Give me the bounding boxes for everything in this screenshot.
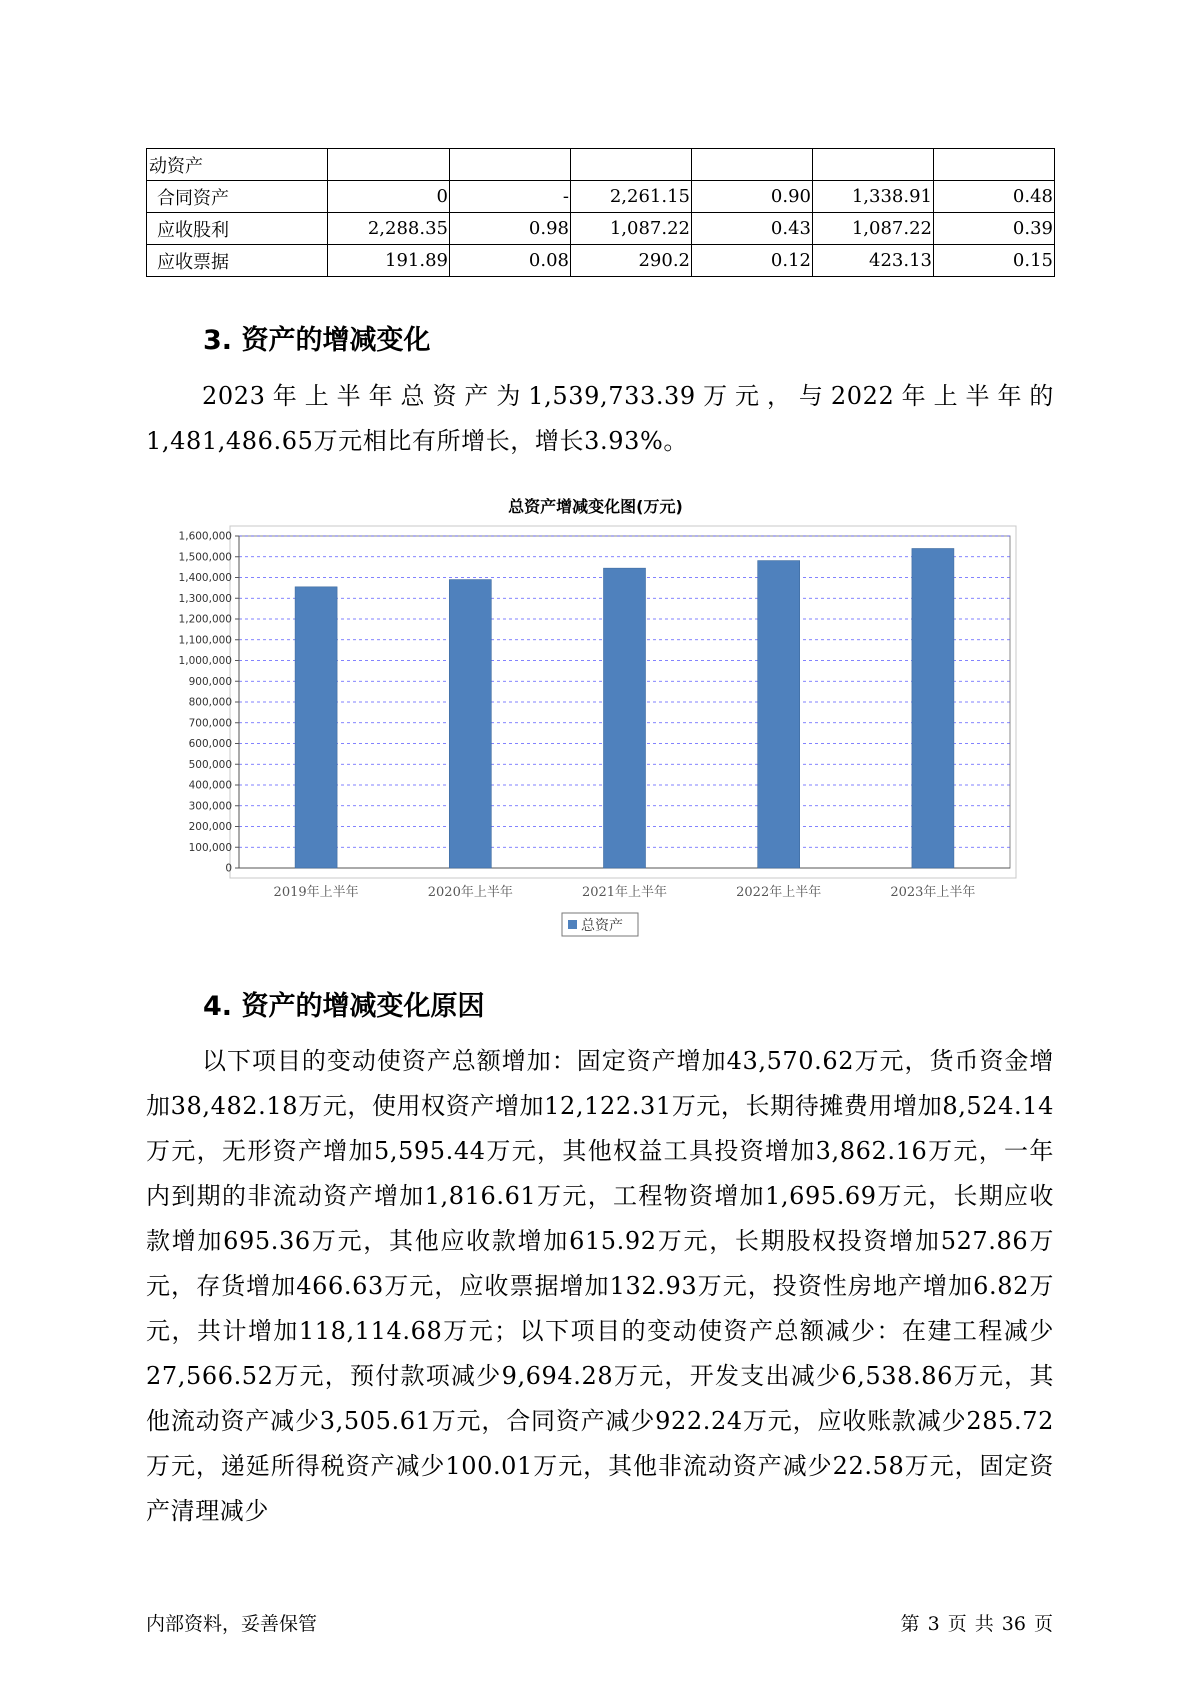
section-3-paragraph: 2023年上半年总资产为1,539,733.39万元，与2022年上半年的1,481,486.65万元相比有所增长，增长3.93%。 — [146, 382, 1054, 455]
table-cell: 423.13 — [813, 245, 934, 277]
table-cell: 2,261.15 — [571, 181, 692, 213]
y-tick-label: 800,000 — [188, 696, 232, 709]
x-tick-label: 2019年上半年 — [273, 885, 359, 900]
x-tick-label: 2020年上半年 — [427, 885, 513, 900]
row-label: 合同资产 — [147, 181, 328, 213]
table-cell: 0.43 — [692, 213, 813, 245]
y-tick-label: 1,200,000 — [178, 613, 232, 626]
bar — [604, 568, 646, 868]
table-cell: 0 — [328, 181, 450, 213]
y-tick-label: 1,000,000 — [178, 655, 232, 667]
y-tick-label: 500,000 — [188, 758, 232, 771]
table-cell: 290.2 — [571, 245, 692, 277]
table-cell: 1,087.22 — [571, 213, 692, 245]
bar — [295, 587, 337, 868]
y-tick-label: 1,600,000 — [178, 530, 232, 543]
y-tick-label: 700,000 — [188, 717, 232, 730]
table-cell: 0.12 — [692, 245, 813, 277]
y-tick-label: 600,000 — [188, 738, 232, 750]
table-cell: 0.15 — [934, 245, 1055, 277]
x-tick-label: 2022年上半年 — [736, 885, 822, 900]
section-3-heading: 3. 资产的增减变化 — [203, 325, 431, 356]
y-tick-label: 1,500,000 — [178, 551, 232, 564]
x-tick-label: 2023年上半年 — [890, 885, 976, 900]
row-label: 动资产 — [147, 149, 328, 181]
y-tick-label: 1,100,000 — [178, 634, 232, 647]
table-cell: 0.48 — [934, 181, 1055, 213]
table-cell: 1,087.22 — [813, 213, 934, 245]
y-tick-label: 300,000 — [188, 800, 232, 813]
y-tick-label: 900,000 — [188, 675, 232, 688]
row-label: 应收票据 — [147, 245, 328, 277]
footer-page-number: 第 3 页 共 36 页 — [900, 1613, 1053, 1635]
row-label: 应收股利 — [147, 213, 328, 245]
y-tick-label: 1,300,000 — [178, 592, 232, 605]
y-tick-label: 400,000 — [188, 779, 232, 792]
table-cell: 0.08 — [450, 245, 571, 277]
table-cell: 0.39 — [934, 213, 1055, 245]
section-4-heading: 4. 资产的增减变化原因 — [203, 991, 485, 1022]
table-cell: 0.90 — [692, 181, 813, 213]
bar — [758, 561, 800, 868]
table-cell: 0.98 — [450, 213, 571, 245]
section-4-paragraph: 以下项目的变动使资产总额增加：固定资产增加43,570.62万元，货币资金增加38,482.18万元，使用权资产增加12,122.31万元，长期待摊费用增加8,524.14万元，无形资产增加5,595.44万元，其他权益工具投资增加3,862.16万元，一年内到期的非流动资产增加1,816.61万元，工程物资增加1,695.69万元，长期应收款增加695.36万元，其他应收款增加615.92万元，长期股权投资增加527.86万元，存货增加466.63万元，应收票据增加132.93万元，投资性房地产增加6.82万元，共计增加118,114.68万元；以下项目的变动使资产总额减少：在建工程减少27,566.52万元，预付款项减少9,694.28万元，开发支出减少6,538.86万元，其他流动资产减少3,505.61万元，合同资产减少922.24万元，应收账款减少285.72万元，递延所得税资产减少100.01万元，其他非流动资产减少22.58万元，固定资产清理减少 — [146, 1047, 1054, 1525]
legend-label: 总资产 — [581, 918, 623, 934]
table-cell: 2,288.35 — [328, 213, 450, 245]
y-tick-label: 0 — [225, 862, 232, 875]
bar — [912, 549, 954, 868]
chart-title: 总资产增减变化图(万元) — [508, 497, 683, 516]
table-cell: - — [450, 181, 571, 213]
table-cell: 1,338.91 — [813, 181, 934, 213]
footer-confidential: 内部资料，妥善保管 — [146, 1613, 318, 1635]
legend-swatch — [568, 920, 577, 929]
x-tick-label: 2021年上半年 — [581, 885, 668, 900]
y-tick-label: 200,000 — [188, 821, 232, 833]
table-cell: 191.89 — [328, 245, 450, 277]
bar — [449, 580, 491, 868]
y-tick-label: 1,400,000 — [178, 572, 232, 584]
y-tick-label: 100,000 — [188, 841, 232, 854]
